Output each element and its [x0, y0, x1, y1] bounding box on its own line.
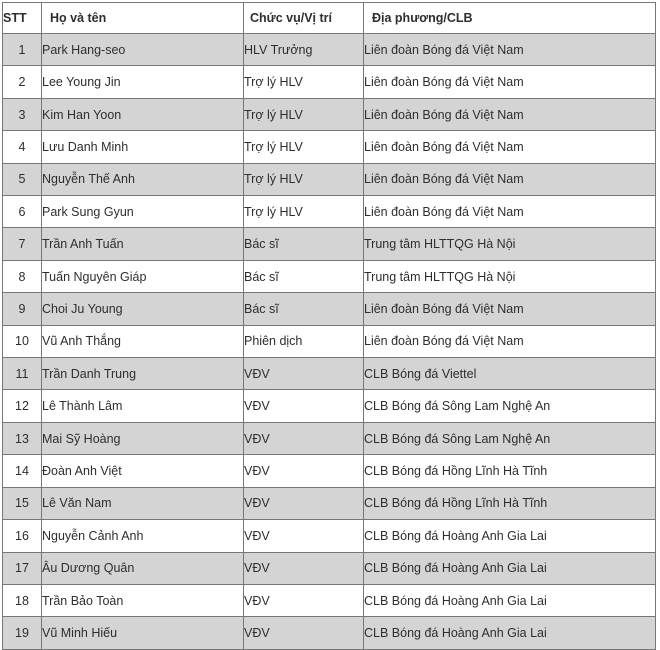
table-row	[3, 131, 656, 163]
cell-stt: 1	[3, 34, 42, 66]
table-row	[3, 66, 656, 98]
cell-club: Liên đoàn Bóng đá Việt Nam	[364, 325, 656, 357]
cell-name: Nguyễn Thế Anh	[42, 163, 244, 195]
cell-name: Đoàn Anh Việt	[42, 455, 244, 487]
cell-club: CLB Bóng đá Hồng Lĩnh Hà Tĩnh	[364, 455, 656, 487]
cell-pos: VĐV	[244, 584, 364, 616]
table-header-row	[3, 3, 656, 34]
cell-name: Nguyễn Cảnh Anh	[42, 520, 244, 552]
cell-pos: VĐV	[244, 520, 364, 552]
cell-club: Trung tâm HLTTQG Hà Nội	[364, 260, 656, 292]
table-row	[3, 325, 656, 357]
column-header-name: Họ và tên	[42, 3, 244, 34]
cell-pos: Trợ lý HLV	[244, 98, 364, 130]
table-row	[3, 455, 656, 487]
table-row	[3, 584, 656, 616]
table-row	[3, 260, 656, 292]
cell-stt: 18	[3, 584, 42, 616]
table-row	[3, 228, 656, 260]
table-row	[3, 163, 656, 195]
column-header-club: Địa phương/CLB	[364, 3, 656, 34]
cell-pos: VĐV	[244, 358, 364, 390]
table-row	[3, 34, 656, 66]
cell-club: CLB Bóng đá Hoàng Anh Gia Lai	[364, 552, 656, 584]
staff-roster-table	[2, 2, 656, 650]
column-header-pos: Chức vụ/Vị trí	[244, 3, 364, 34]
cell-name: Vũ Anh Thắng	[42, 325, 244, 357]
cell-pos: Trợ lý HLV	[244, 196, 364, 228]
cell-stt: 4	[3, 131, 42, 163]
cell-stt: 8	[3, 260, 42, 292]
cell-stt: 7	[3, 228, 42, 260]
table-row	[3, 358, 656, 390]
cell-club: Liên đoàn Bóng đá Việt Nam	[364, 131, 656, 163]
cell-pos: Phiên dịch	[244, 325, 364, 357]
table-header	[3, 3, 656, 34]
cell-club: CLB Bóng đá Viettel	[364, 358, 656, 390]
cell-club: Liên đoàn Bóng đá Việt Nam	[364, 98, 656, 130]
cell-name: Lê Thành Lâm	[42, 390, 244, 422]
cell-pos: VĐV	[244, 422, 364, 454]
cell-pos: VĐV	[244, 390, 364, 422]
cell-stt: 16	[3, 520, 42, 552]
table-row	[3, 422, 656, 454]
cell-stt: 6	[3, 196, 42, 228]
cell-name: Lưu Danh Minh	[42, 131, 244, 163]
cell-club: Liên đoàn Bóng đá Việt Nam	[364, 196, 656, 228]
table-row	[3, 196, 656, 228]
cell-pos: Bác sĩ	[244, 293, 364, 325]
cell-stt: 15	[3, 487, 42, 519]
table-row	[3, 552, 656, 584]
cell-name: Lê Văn Nam	[42, 487, 244, 519]
cell-club: Liên đoàn Bóng đá Việt Nam	[364, 34, 656, 66]
cell-club: CLB Bóng đá Hồng Lĩnh Hà Tĩnh	[364, 487, 656, 519]
cell-name: Choi Ju Young	[42, 293, 244, 325]
cell-name: Tuấn Nguyên Giáp	[42, 260, 244, 292]
cell-club: Liên đoàn Bóng đá Việt Nam	[364, 163, 656, 195]
cell-name: Lee Young Jin	[42, 66, 244, 98]
cell-club: CLB Bóng đá Sông Lam Nghệ An	[364, 422, 656, 454]
cell-club: CLB Bóng đá Hoàng Anh Gia Lai	[364, 584, 656, 616]
cell-club: CLB Bóng đá Hoàng Anh Gia Lai	[364, 520, 656, 552]
table-row	[3, 487, 656, 519]
cell-pos: Trợ lý HLV	[244, 163, 364, 195]
cell-stt: 9	[3, 293, 42, 325]
cell-stt: 10	[3, 325, 42, 357]
cell-pos: VĐV	[244, 552, 364, 584]
cell-stt: 3	[3, 98, 42, 130]
cell-pos: Trợ lý HLV	[244, 66, 364, 98]
cell-stt: 14	[3, 455, 42, 487]
table-row	[3, 390, 656, 422]
cell-club: Trung tâm HLTTQG Hà Nội	[364, 228, 656, 260]
cell-club: Liên đoàn Bóng đá Việt Nam	[364, 66, 656, 98]
cell-pos: VĐV	[244, 455, 364, 487]
cell-club: Liên đoàn Bóng đá Việt Nam	[364, 293, 656, 325]
cell-name: Âu Dương Quân	[42, 552, 244, 584]
cell-pos: HLV Trưởng	[244, 34, 364, 66]
table-row	[3, 293, 656, 325]
cell-name: Trần Danh Trung	[42, 358, 244, 390]
cell-pos: Bác sĩ	[244, 260, 364, 292]
table-row	[3, 98, 656, 130]
cell-stt: 11	[3, 358, 42, 390]
cell-club: CLB Bóng đá Hoàng Anh Gia Lai	[364, 617, 656, 649]
cell-name: Park Sung Gyun	[42, 196, 244, 228]
cell-pos: Trợ lý HLV	[244, 131, 364, 163]
cell-stt: 2	[3, 66, 42, 98]
cell-stt: 13	[3, 422, 42, 454]
cell-stt: 12	[3, 390, 42, 422]
cell-name: Trần Anh Tuấn	[42, 228, 244, 260]
cell-pos: VĐV	[244, 617, 364, 649]
cell-stt: 5	[3, 163, 42, 195]
table-row	[3, 520, 656, 552]
column-header-stt: STT	[3, 3, 42, 34]
cell-stt: 19	[3, 617, 42, 649]
cell-name: Park Hang-seo	[42, 34, 244, 66]
cell-name: Trần Bảo Toàn	[42, 584, 244, 616]
cell-pos: VĐV	[244, 487, 364, 519]
cell-name: Vũ Minh Hiếu	[42, 617, 244, 649]
table-body	[3, 34, 656, 650]
cell-name: Kim Han Yoon	[42, 98, 244, 130]
cell-stt: 17	[3, 552, 42, 584]
cell-club: CLB Bóng đá Sông Lam Nghệ An	[364, 390, 656, 422]
cell-name: Mai Sỹ Hoàng	[42, 422, 244, 454]
cell-pos: Bác sĩ	[244, 228, 364, 260]
table-row	[3, 617, 656, 649]
